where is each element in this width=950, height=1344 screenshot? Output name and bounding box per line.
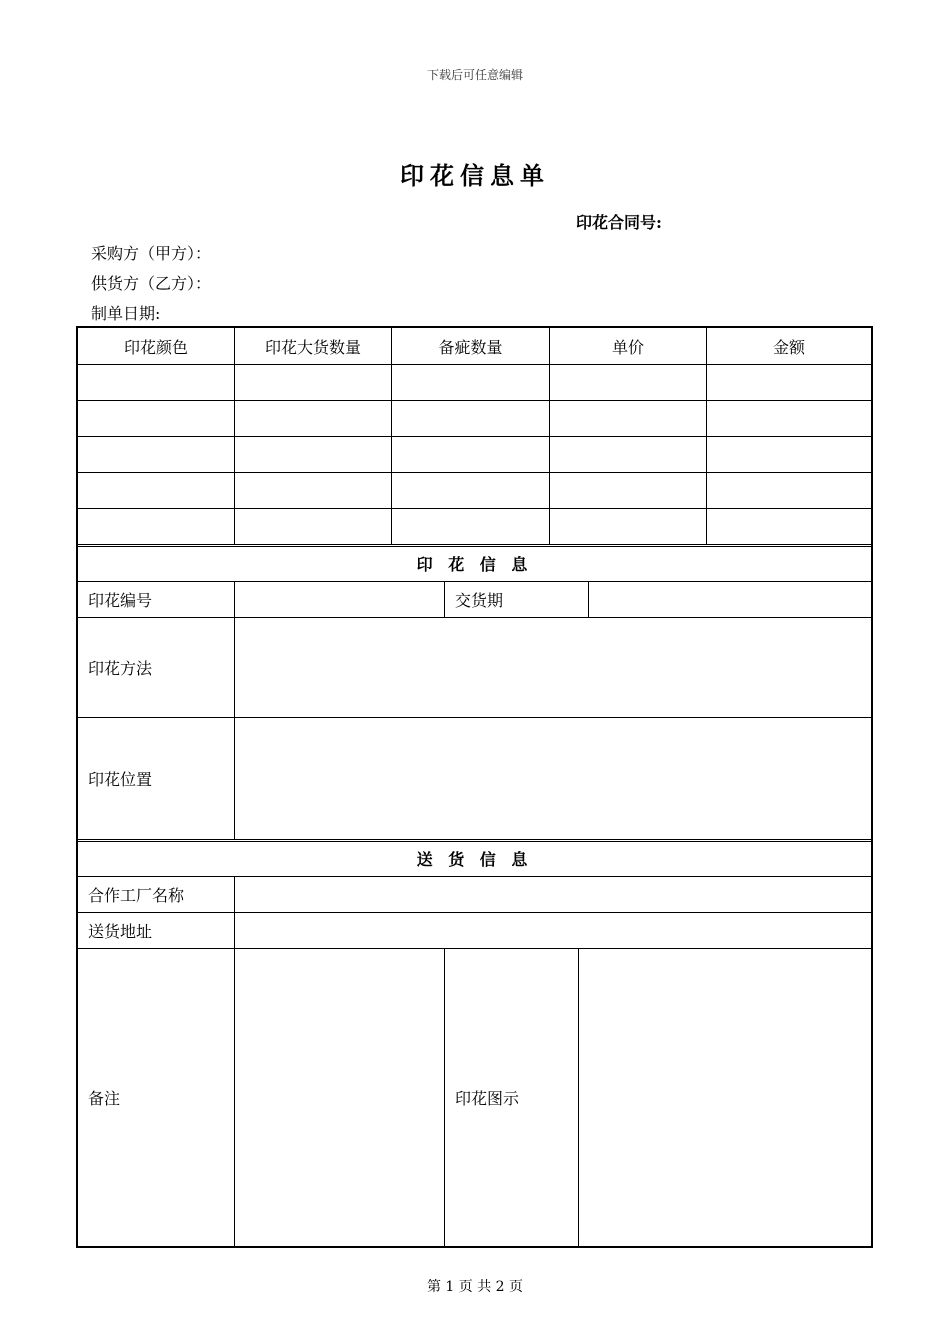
buyer-label: 采购方（甲方）：: [91, 244, 212, 263]
column-header-amount: 金额: [772, 337, 805, 357]
column-divider: [234, 581, 235, 840]
factory-name-label: 合作工厂名称: [88, 886, 185, 905]
supplier-label: 供货方（乙方）：: [91, 274, 212, 293]
column-divider: [234, 876, 235, 1247]
row-divider: [77, 400, 872, 401]
print-diagram-label: 印花图示: [455, 1089, 520, 1108]
factory-name-field[interactable]: [236, 878, 870, 911]
column-header-print-color: 印花颜色: [123, 337, 188, 357]
delivery-date-label: 交货期: [455, 591, 504, 610]
date-label: 制单日期:: [91, 304, 161, 323]
contract-number-label: 印花合同号:: [576, 213, 662, 232]
row-divider: [77, 436, 872, 437]
row-divider: [77, 364, 872, 365]
header-note: 下载后可任意编辑: [426, 68, 523, 82]
delivery-date-field[interactable]: [590, 583, 870, 616]
print-number-label: 印花编号: [88, 591, 153, 610]
print-number-field[interactable]: [236, 583, 443, 616]
delivery-address-field[interactable]: [236, 914, 870, 947]
row-divider: [77, 472, 872, 473]
column-divider: [588, 581, 589, 617]
remarks-label: 备注: [88, 1089, 121, 1108]
print-method-label: 印花方法: [88, 659, 153, 678]
delivery-info-section-title: 送 货 信 息: [416, 850, 533, 869]
print-position-label: 印花位置: [88, 770, 153, 789]
column-header-unit-price: 单价: [611, 337, 644, 357]
column-header-bulk-quantity: 印花大货数量: [264, 337, 361, 357]
row-divider: [77, 508, 872, 509]
delivery-address-label: 送货地址: [88, 922, 153, 941]
print-info-section-title: 印 花 信 息: [416, 555, 533, 574]
column-header-defect-quantity: 备疵数量: [438, 337, 503, 357]
document-title: 印花信息单: [400, 161, 550, 190]
page-footer: 第 1 页 共 2 页: [426, 1279, 524, 1295]
column-divider: [578, 948, 579, 1247]
